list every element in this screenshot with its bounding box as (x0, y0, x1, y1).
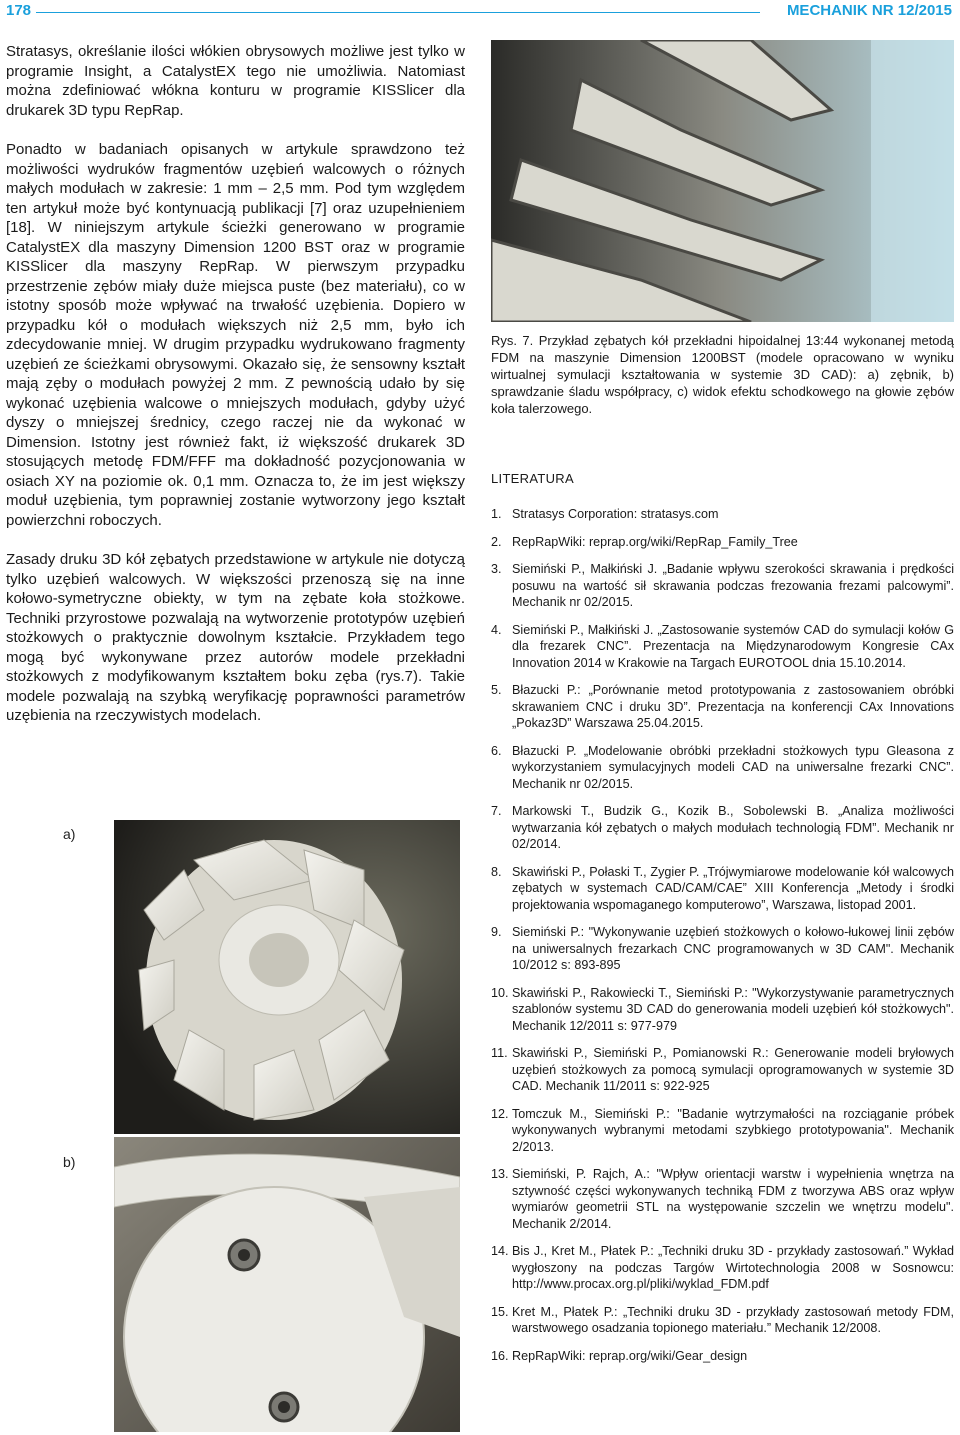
reference-item: 8. Skawiński P., Połaski T., Zygier P. „Trójwymiarowe modelowanie kół walcowych zębatych w systemach CAD/CAM/CAE” XIII Konferencja „Metody i środki projektowania wspomaganego komputerowo”, Warszawa, listopad 2001. (491, 864, 954, 912)
header-rule (36, 12, 760, 13)
reference-item: 3. Siemiński P., Małkiński J. „Badanie wpływu szerokości skrawania i prędkości posuwu na wartość sił skrawania podczas frezowania frezami palcowymi”. Mechanik nr 02/2015. (491, 562, 954, 609)
photo-pinion (114, 820, 460, 1134)
reference-item: 16. RepRapWiki: reprap.org/wiki/Gear_design (491, 1348, 748, 1363)
reference-item: 11. Skawiński P., Siemiński P., Pomianowski R.: Generowanie modeli bryłowych uzębień stożkowych za pomocą symulacji oprogramowanych w systemie 3D CAD. Mechanik 11/2011 s: 922-925 (491, 1046, 954, 1093)
paragraph: Ponadto w badaniach opisanych w artykule sprawdzono też możliwości wydruków fragmentów uzębień walcowych o różnych małych modułach w zakresie: 1 mm – 2,5 mm. Pod tym względem ten artykuł może być kontynuacją publikacji [7] oraz uzupełnieniem [18]. W niniejszym artykule ścieżki generowano w programie CatalystEX dla maszyny Dimension 1200 BST oraz w programie KISSlicer dla maszyny RepRap. W pierwszym przypadku przestrzenie zębów miały duże miejsca puste (bez materiału), co w istotny sposób może wpływać na trwałość uzębienia. Dopiero w przypadku kół o modułach większych niż 2,5 mm, było ich zdecydowanie mniej. W drugim przypadku wydrukowano fragmenty uzębień ze ścieżkami obrysowymi. Okazało się, że sensowny kształt mają zęby o modułach powyżej 2 mm. Z pewnością udało by się wykonać uzębienia walcowe o mniejszych modułach, gdyby użyć dyszy o mniejszej średnicy, czego raczej nie da wykonać w Dimension. Istotny jest również fakt, iż większość drukarek 3D stosujących metodę FDM/FFF ma dokładność pozycjonowania w osiach XY na poziomie ok. 0,1 mm. Oznacza to, że im jest większy moduł uzębienia, tym poprawniej zostanie wytworzony jego kształt powierzchni roboczych. (6, 141, 465, 529)
tooth-tips-image (491, 40, 954, 322)
photo-mesh-check (114, 1137, 460, 1432)
reference-item: 6. Błazucki P. „Modelowanie obróbki przekładni stożkowych typu Gleasona z wykorzystaniem symulacyjnych modeli CAD na uniwersalne frezarki CNC”. Mechanik nr 02/2015. (491, 743, 954, 791)
figure-label-b: b) (63, 1154, 76, 1170)
reference-item: 12. Tomczuk M., Siemiński P.: "Badanie wytrzymałości na rozciąganie próbek wykonywanych wybranymi metodami szybkiego prototypowania". Mechanik 2/2013. (491, 1106, 954, 1154)
journal-title: MECHANIK NR 12/2015 (786, 2, 952, 19)
reference-item: 15. Kret M., Płatek P.: „Techniki druku 3D - przykłady zastosowań metody FDM, warstwowego osadzania topionego materiału.” Mechanik 12/2008. (491, 1304, 954, 1335)
page-number: 178 (6, 2, 32, 19)
reference-item: 7. Markowski T., Budzik G., Kozik B., Sobolewski B. „Analiza możliwości wytwarzania kół zębatych o małych modułach technologią FDM”. Mechanik nr 02/2014. (491, 804, 954, 851)
reference-item: 10. Skawiński P., Rakowiecki T., Siemiński P.: "Wykorzystywanie parametrycznych szablonów systemu 3D CAD do generowania modeli uzębień kół stożkowych". Mechanik 12/2011 s: 977-979 (491, 985, 954, 1033)
figure-caption: Rys. 7. Przykład zębatych kół przekładni hipoidalnej 13:44 wykonanej metodą FDM na maszynie Dimension 1200BST (modele opracowano w wyniku wirtualnej symulacji kształtowania w systemie 3D CAD): a) zębnik, b) sprawdzanie śladu współpracy, c) widok efektu schodkowego na głowie zębów koła talerzowego. (491, 333, 954, 416)
figure-label-a: a) (63, 826, 76, 842)
photo-tooth-tips (491, 40, 954, 322)
reference-item: 14. Bis J., Kret M., Płatek P.: „Techniki druku 3D - przykłady zastosowań.” Wykład wygłoszony na podczas Targów Wirtotechnologia 2008 w Sosnowcu: http://www.procax.org.pl/pliki/wyklad_FDM.pdf (491, 1244, 954, 1291)
reference-item: 9. Siemiński P.: "Wykonywanie uzębień stożkowych o kołowo-łukowej linii zębów na uniwersalnych frezarkach CNC programowanych w 3D CAM". Mechanik 10/2012 s: 893-895 (491, 925, 954, 972)
paragraph: Zasady druku 3D kół zębatych przedstawione w artykule nie dotyczą tylko uzębień walcowych. W większości przenoszą się na inne kołowo-symetryczne obiekty, w tym na zębate koła stożkowe. Techniki przyrostowe pozwalają na wytworzenie prototypów uzębień stożkowych o praktycznie dowolnym kształcie. Przykładem tego mogą być wykonywane przez autorów modele przekładni stożkowych z modyfikowanym kształtem boku zęba (rys.7). Takie modele pozwalają na szybką weryfikację poprawności parametrów uzębienia na rzeczywistych modelach. (6, 551, 465, 724)
references-list (491, 506, 954, 1375)
reference-item: 4. Siemiński P., Małkiński J. „Zastosowanie systemów CAD do symulacji kołów G dla frezarek CNC”. Prezentacja na Międzynarodowym Kongresie CAx Innovation 2014 w Krakowie na Targach EUROTOOL dnia 15.10.2014. (491, 622, 954, 670)
paragraph: Stratasys, określanie ilości włókien obrysowych możliwe jest tylko w programie Insight, a CatalystEX tego nie umożliwia. Natomiast można zdefiniować włókna konturu w programie KISSlicer dla drukarek 3D typu RepRap. (6, 43, 465, 119)
reference-item: 1. Stratasys Corporation: stratasys.com (491, 507, 719, 521)
pinion-image (114, 820, 460, 1134)
reference-item: 13. Siemiński, P. Rajch, A.: "Wpływ orientacji warstw i wypełnienia wnętrza na sztywność części wykonywanych techniką FDM z tworzywa ABS oraz wpływ wymiarów geometrii STL na występowanie szczelin we wnętrzu modelu". Mechanik 2/2014. (491, 1167, 954, 1231)
reference-item: 5. Błazucki P.: „Porównanie metod prototypowania z zastosowaniem obróbki skrawaniem CNC i druku 3D”. Prezentacja na konferencji CAx Innovations „Pokaz3D” Warszawa 25.04.2015. (491, 683, 954, 730)
reference-item: 2. RepRapWiki: reprap.org/wiki/RepRap_Family_Tree (491, 534, 798, 549)
article-body (6, 42, 465, 726)
page-header (0, 0, 960, 28)
mesh-check-image (114, 1137, 460, 1432)
references-heading: LITERATURA (491, 471, 574, 486)
